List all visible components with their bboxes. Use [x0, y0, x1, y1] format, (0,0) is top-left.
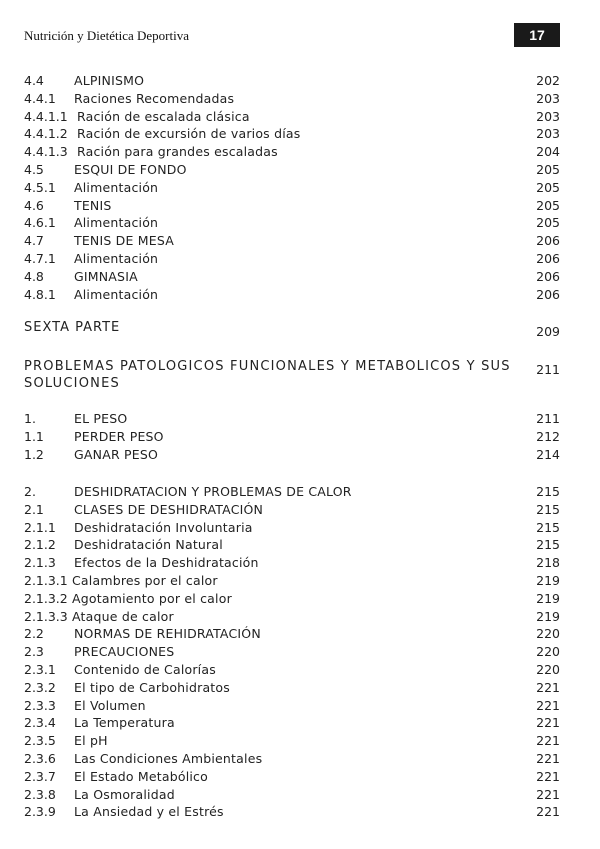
toc-entry-page: 203 — [536, 126, 560, 142]
toc-entry-title: TENIS — [74, 197, 112, 213]
toc-entry-page: 215 — [536, 519, 560, 535]
toc-entry — [24, 161, 560, 179]
toc-entry-number: 1.1 — [24, 428, 44, 444]
toc-entry — [24, 608, 560, 626]
toc-entry-page: 206 — [536, 268, 560, 284]
toc-entry — [24, 446, 560, 464]
toc-entry — [24, 214, 560, 232]
toc-entry-title: ESQUI DE FONDO — [74, 162, 187, 177]
toc-entry-number: 4.4.1.1 — [24, 108, 68, 124]
toc-entry-page: 205 — [536, 162, 560, 177]
toc-entry — [24, 625, 560, 643]
toc-entry-page: 221 — [536, 751, 560, 766]
toc-entry-page: 203 — [536, 90, 560, 106]
toc-entry-title: Contenido de Calorías — [74, 662, 216, 677]
toc-entry-title: El pH — [74, 733, 108, 749]
toc-entry — [24, 197, 560, 215]
toc-entry-number: 4.4.1 — [24, 90, 56, 106]
toc-entry — [24, 250, 560, 268]
toc-entry — [24, 661, 560, 679]
toc-entry — [24, 125, 560, 143]
toc-entry-title: Ataque de calor — [72, 608, 174, 624]
toc-entry-title: El tipo de Carbohidratos — [74, 679, 230, 695]
toc-entry-number: 2.3.5 — [24, 733, 56, 749]
toc-entry-page: 212 — [536, 428, 560, 444]
toc-entry — [24, 750, 560, 768]
toc-entry-page: 219 — [536, 590, 560, 606]
toc-entry-title: PRECAUCIONES — [74, 644, 175, 660]
toc-entry-page: 221 — [536, 715, 560, 731]
toc-entry-number: 2.3.3 — [24, 697, 56, 713]
toc-entry-page: 206 — [536, 251, 560, 266]
sixth-part-heading: SEXTA PARTE — [24, 320, 121, 335]
toc-entry-title: Alimentación — [74, 215, 159, 231]
running-header-title: Nutrición y Dietética Deportiva — [24, 28, 189, 43]
toc-entry-title: CLASES DE DESHIDRATACIÓN — [74, 501, 264, 517]
toc-entry — [24, 590, 560, 608]
toc-entry-number: 2.1.3.1 — [24, 573, 68, 588]
toc-entry-page: 205 — [536, 179, 560, 195]
toc-entry — [24, 803, 560, 821]
toc-entry-page: 220 — [536, 626, 560, 642]
toc-entry — [24, 268, 560, 286]
toc-entry-title: GANAR PESO — [74, 446, 159, 462]
toc-entry-number: 4.7.1 — [24, 251, 56, 266]
toc-entry-title: EL PESO — [74, 411, 128, 426]
toc-entry-page: 218 — [536, 555, 560, 571]
toc-entry-number: 2.3.7 — [24, 768, 56, 784]
toc-entry-number: 2. — [24, 484, 36, 499]
toc-entry-page: 219 — [536, 608, 560, 624]
toc-entry — [24, 768, 560, 786]
toc-entry-title: Ración de excursión de varios días — [77, 126, 301, 142]
toc-entry-title: Calambres por el calor — [72, 573, 218, 588]
toc-entry-page: 220 — [536, 644, 560, 660]
toc-entry-number: 4.7 — [24, 233, 44, 249]
toc-entry-title: Agotamiento por el calor — [72, 590, 232, 606]
toc-entry-title: El Volumen — [74, 697, 146, 713]
toc-entry-page: 221 — [536, 768, 560, 784]
toc-entry-number: 2.3.4 — [24, 715, 56, 731]
toc-entry-number: 4.4 — [24, 73, 44, 88]
toc-entry — [24, 697, 560, 715]
toc-entry — [24, 108, 560, 126]
toc-entry-title: Deshidratación Involuntaria — [74, 519, 253, 535]
toc-entry-number: 4.6 — [24, 197, 44, 213]
toc-entry-page: 215 — [536, 537, 560, 553]
toc-entry-page: 221 — [536, 786, 560, 802]
toc-entry-page: 221 — [536, 679, 560, 695]
toc-entry — [24, 554, 560, 572]
toc-entry — [24, 519, 560, 537]
part-title: PROBLEMAS PATOLOGICOS FUNCIONALES Y METABOLICOS Y SUS SOLUCIONES — [24, 359, 511, 391]
toc-entry-title: La Osmoralidad — [74, 786, 175, 802]
toc-entry-title: Efectos de la Deshidratación — [74, 555, 259, 571]
toc-entry-page: 204 — [536, 144, 560, 160]
toc-entry-number: 2.3.6 — [24, 751, 56, 766]
toc-entry-number: 4.8 — [24, 268, 44, 284]
toc-entry-page: 205 — [536, 215, 560, 231]
toc-entry-number: 1.2 — [24, 446, 44, 462]
toc-entry-number: 2.3.2 — [24, 679, 56, 695]
toc-entry-number: 2.3.1 — [24, 662, 56, 677]
toc-entry-title: Las Condiciones Ambientales — [74, 751, 263, 766]
toc-entry-title: NORMAS DE REHIDRATACIÓN — [74, 626, 261, 642]
toc-entry-page: 211 — [536, 411, 560, 426]
toc-entry — [24, 232, 560, 250]
toc-entry-page: 221 — [536, 733, 560, 749]
toc-entry-title: TENIS DE MESA — [74, 233, 174, 249]
toc-entry-number: 2.1.3.2 — [24, 590, 68, 606]
toc-entry-title: Ración de escalada clásica — [77, 108, 250, 124]
toc-entry-page: 221 — [536, 804, 560, 820]
toc-entry-page: 206 — [536, 233, 560, 249]
toc-entry — [24, 428, 560, 446]
toc-entry-title: La Ansiedad y el Estrés — [74, 804, 224, 820]
toc-entry-title: Alimentación — [74, 179, 159, 195]
toc-entry-page: 203 — [536, 108, 560, 124]
toc-entry-title: Alimentación — [74, 286, 159, 302]
toc-entry-title: PERDER PESO — [74, 428, 164, 444]
toc-entry — [24, 786, 560, 804]
toc-entry — [24, 643, 560, 661]
toc-entry-number: 4.8.1 — [24, 286, 56, 302]
toc-entry-number: 2.1.1 — [24, 519, 56, 535]
toc-entry — [24, 410, 560, 428]
toc-entry — [24, 179, 560, 197]
toc-entry-page: 205 — [536, 197, 560, 213]
toc-entry-number: 2.1.3.3 — [24, 608, 68, 624]
toc-entry-number: 2.2 — [24, 626, 44, 642]
part-title-page: 211 — [536, 362, 560, 377]
toc-entry-page: 220 — [536, 662, 560, 677]
toc-entry — [24, 536, 560, 554]
toc-entry-page: 215 — [536, 501, 560, 517]
toc-entry-number: 2.3 — [24, 644, 44, 660]
toc-entry-number: 2.3.8 — [24, 786, 56, 802]
toc-entry — [24, 679, 560, 697]
toc-entry-title: Raciones Recomendadas — [74, 90, 235, 106]
toc-entry-title: ALPINISMO — [74, 73, 145, 88]
toc-entry-number: 4.5 — [24, 162, 44, 177]
page-number-badge: 17 — [514, 23, 560, 47]
toc-entry — [24, 732, 560, 750]
toc-entry — [24, 72, 560, 90]
toc-entry-number: 4.4.1.2 — [24, 126, 68, 142]
toc-entry-number: 4.4.1.3 — [24, 144, 68, 160]
toc-entry-number: 2.1.3 — [24, 555, 56, 571]
toc-entry-page: 214 — [536, 446, 560, 462]
toc-entry-page: 202 — [536, 73, 560, 88]
toc-entry-number: 1. — [24, 411, 36, 426]
sixth-part-page: 209 — [536, 324, 560, 339]
toc-entry-number: 2.1 — [24, 501, 44, 517]
toc-entry-page: 215 — [536, 484, 560, 499]
toc-entry-page: 206 — [536, 286, 560, 302]
toc-entry-title: GIMNASIA — [74, 268, 138, 284]
toc-entry — [24, 572, 560, 590]
toc-entry-number: 2.1.2 — [24, 537, 56, 553]
toc-entry-title: Ración para grandes escaladas — [77, 144, 278, 160]
toc-entry-number: 2.3.9 — [24, 804, 56, 820]
toc-entry-title: Alimentación — [74, 251, 159, 266]
toc-entry — [24, 483, 560, 501]
toc-entry — [24, 714, 560, 732]
toc-entry — [24, 143, 560, 161]
toc-entry-number: 4.6.1 — [24, 215, 56, 231]
toc-entry — [24, 90, 560, 108]
toc-entry-title: Deshidratación Natural — [74, 537, 223, 553]
toc-entry-title: La Temperatura — [74, 715, 175, 731]
toc-entry — [24, 286, 560, 304]
toc-entry-number: 4.5.1 — [24, 179, 56, 195]
toc-entry — [24, 501, 560, 519]
toc-entry-page: 219 — [536, 573, 560, 588]
toc-entry-title: DESHIDRATACION Y PROBLEMAS DE CALOR — [74, 484, 352, 499]
toc-entry-page: 221 — [536, 697, 560, 713]
toc-entry-title: El Estado Metabólico — [74, 768, 208, 784]
